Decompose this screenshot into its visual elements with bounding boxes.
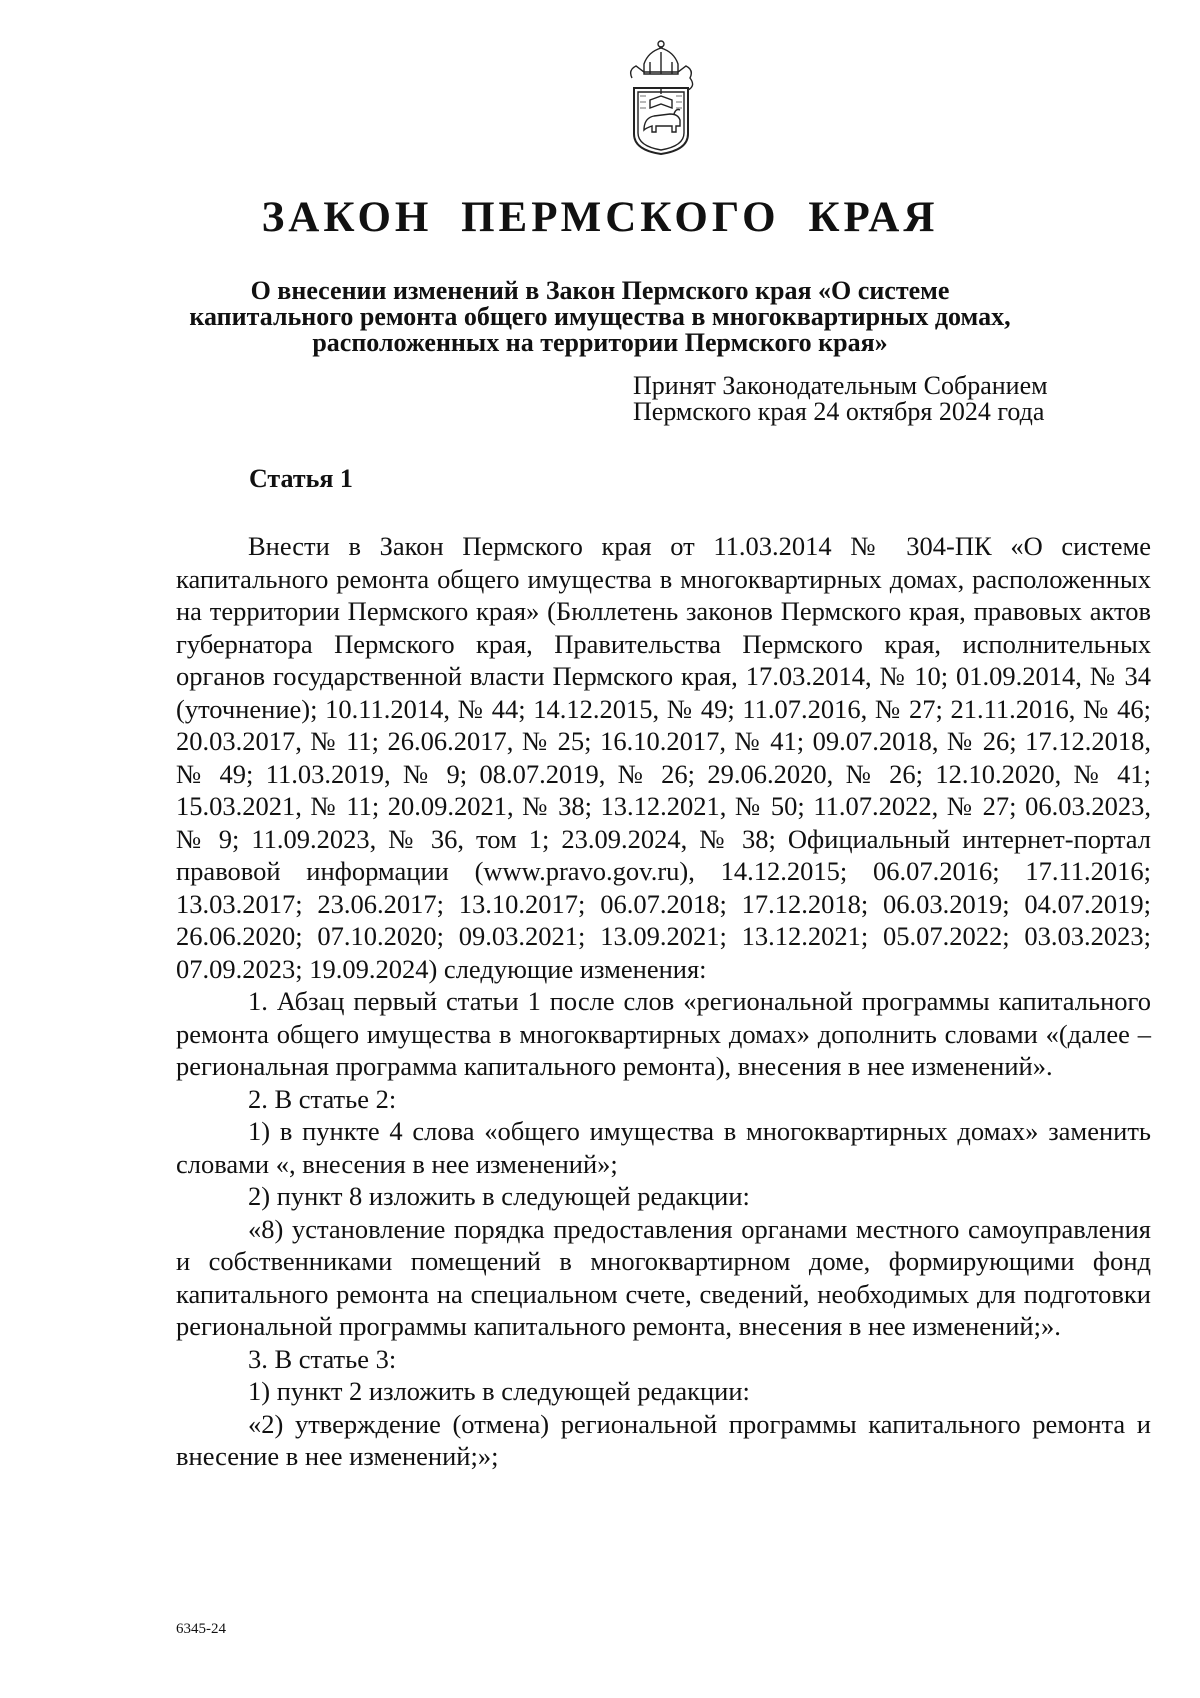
paragraph: «2) утверждение (отмена) региональной программы капитального ремонта и внесение в нее изменений;»;	[176, 1408, 1151, 1471]
adoption-line: Принят Законодательным Собранием	[633, 371, 1048, 400]
perm-krai-coat-of-arms-icon	[626, 38, 696, 156]
document-code: 6345-24	[176, 1621, 226, 1637]
adoption-note	[633, 373, 1048, 425]
article-heading: Статья 1	[249, 464, 353, 493]
article-body	[176, 530, 1151, 1473]
paragraph: «8) установление порядка предоставления органами местного самоуправления и собственниками помещений в многоквартирном доме, формирующими фонд капитального ремонта на специальном счете, сведений, необходимых для подготовки региональной программы капитального ремонта, внесения в нее изменений;».	[176, 1213, 1151, 1341]
subtitle-line: О внесении изменений в Закон Пермского края «О системе	[250, 276, 950, 305]
paragraph: 2. В статье 2:	[248, 1083, 397, 1114]
law-subtitle	[180, 278, 1020, 356]
paragraph: 2) пункт 8 изложить в следующей редакции:	[248, 1181, 750, 1211]
law-title: ЗАКОН ПЕРМСКОГО КРАЯ	[261, 194, 939, 241]
subtitle-line: расположенных на территории Пермского края»	[312, 328, 888, 357]
paragraph: 3. В статье 3:	[248, 1343, 397, 1374]
paragraph: 1) пункт 2 изложить в следующей редакции:	[248, 1376, 750, 1406]
adoption-line: Пермского края 24 октября 2024 года	[633, 397, 1045, 426]
paragraph: 1. Абзац первый статьи 1 после слов «региональной программы капитального ремонта общего имущества в многоквартирных домах» дополнить словами «(далее – региональная программа капитального ремонта), внесения в нее изменений».	[176, 986, 1151, 1081]
paragraph: Внести в Закон Пермского края от 11.03.2014 № 304-ПК «О системе капитального ремонта общего имущества в многоквартирных домах, расположенных на территории Пермского края» (Бюллетень законов Пермского края, правовых актов губернатора Пермского края, Правительства Пермского края, исполнительных органов государственной власти Пермского края, 17.03.2014, № 10; 01.09.2014, № 34 (уточнение); 10.11.2014, № 44; 14.12.2015, № 49; 11.07.2016, № 27; 21.11.2016, № 46; 20.03.2017, № 11; 26.06.2017, № 25; 16.10.2017, № 41; 09.07.2018, № 26; 17.12.2018, № 49; 11.03.2019, № 9; 08.07.2019, № 26; 29.06.2020, № 26; 12.10.2020, № 41; 15.03.2021, № 11; 20.09.2021, № 38; 13.12.2021, № 50; 11.07.2022, № 27; 06.03.2023, № 9; 11.09.2023, № 36, том 1; 23.09.2024, № 38; Официальный интернет-портал правовой информации (www.pravo.gov.ru), 14.12.2015; 06.07.2016; 17.11.2016; 13.03.2017; 23.06.2017; 13.10.2017; 06.07.2018; 17.12.2018; 06.03.2019; 04.07.2019; 26.06.2020; 07.10.2020; 09.03.2021; 13.09.2021; 13.12.2021; 05.07.2022; 03.03.2023; 07.09.2023; 19.09.2024) следующие изменения:	[176, 531, 1151, 984]
paragraph: 1) в пункте 4 слова «общего имущества в многоквартирных домах» заменить словами «, внесения в нее изменений»;	[176, 1116, 1151, 1179]
subtitle-line: капитального ремонта общего имущества в многоквартирных домах,	[189, 302, 1011, 331]
